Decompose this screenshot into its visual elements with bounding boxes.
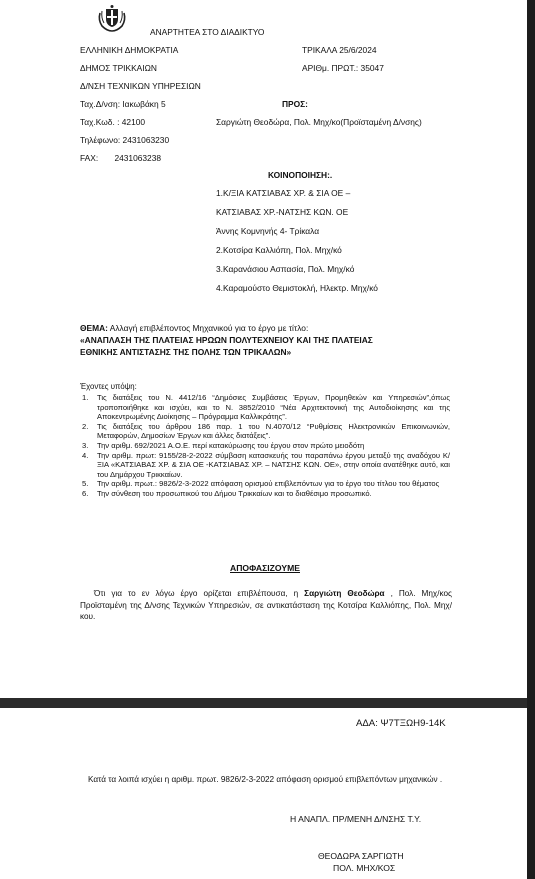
list-item-number: 1. [82, 393, 89, 402]
issuer-line-1: ΕΛΛΗΝΙΚΗ ΔΗΜΟΚΡΑΤΙΑ [80, 45, 179, 55]
decision-text-start: Ότι για το εν λόγω έργο ορίζεται επιβλέπουσα, η [94, 589, 305, 598]
decision-text-end: , Πολ. Μηχ/κος Προϊσταμένη της Δ/νσης Τεχνικών Υπηρεσιών, σε αντικατάσταση της Κοτσίρα Καλλιόπης, Πολ. Μηχ/κου. [80, 589, 452, 621]
list-item-text: Την αριθμ. πρωτ: 9155/28-2-2022 σύμβαση κατασκευής του παραπάνω έργου μεταξύ της αναδόχου Κ/ΞΙΑ «ΚΑΤΣΙΑΒΑΣ ΧΡ. & ΣΙΑ ΟΕ -ΚΑΤΣΙΑΒΑΣ ΧΡ. – ΝΑΤΣΗΣ ΚΩΝ. ΟΕ», στην οποία ανατέθηκε αυτό, και του Δημάρχου Τρικκαίων. [97, 450, 450, 479]
subject-text: Αλλαγή επιβλέποντος Μηχανικού για το έργο με τίτλο: [107, 323, 309, 333]
list-item [80, 479, 450, 489]
list-item [80, 451, 450, 480]
issuer-line-2: ΔΗΜΟΣ ΤΡΙΚΚΑΙΩΝ [80, 63, 157, 73]
project-title-line-1: «ΑΝΑΠΛΑΣΗ ΤΗΣ ΠΛΑΤΕΙΑΣ ΗΡΩΩΝ ΠΟΛΥΤΕΧΝΕΙΟΥ ΚΑΙ ΤΗΣ ΠΛΑΤΕΙΑΣ [80, 335, 373, 345]
viewer-edge [527, 0, 535, 879]
signature-name: ΘΕΟΔΩΡΑ ΣΑΡΓΙΩΤΗ [318, 851, 404, 861]
decision-heading: ΑΠΟΦΑΣΙΖΟΥΜΕ [230, 563, 300, 573]
signature-role: ΠΟΛ. ΜΗΧ/ΚΟΣ [333, 863, 396, 873]
contact-address: Ταχ.Δ/νση: Ιακωβάκη 5 [80, 99, 166, 109]
considering-list [80, 393, 450, 499]
page2-text: Κατά τα λοιπά ισχύει η αριθμ. πρωτ. 9826/2-3-2022 απόφαση ορισμού επιβλεπόντων μηχανικών . [88, 775, 443, 784]
copies-line-6: 4.Καραμούστο Θεμιστοκλή, Ηλεκτρ. Μηχ/κό [216, 283, 378, 293]
protocol-number: ΑΡΙΘμ. ΠΡΩΤ.: 35047 [302, 63, 384, 73]
recipient-label: ΠΡΟΣ: [282, 99, 308, 109]
issuer-line-3: Δ/ΝΣΗ ΤΕΧΝΙΚΩΝ ΥΠΗΡΕΣΙΩΝ [80, 81, 201, 91]
copies-line-1: 1.Κ/ΞΙΑ ΚΑΤΣΙΑΒΑΣ ΧΡ. & ΣΙΑ ΟΕ – [216, 188, 351, 198]
list-item-number: 5. [82, 479, 89, 489]
list-item [80, 422, 450, 441]
copies-label: ΚΟΙΝΟΠΟΙΗΣΗ:. [268, 170, 333, 180]
copies-line-3: Άννης Κομνηνής 4- Τρίκαλα [216, 226, 320, 236]
place-date: ΤΡΙΚΑΛΑ 25/6/2024 [302, 45, 377, 55]
list-item [80, 393, 450, 422]
list-item-number: 2. [82, 421, 89, 431]
list-item-text: Την αριθμ. 692/2021 Α.Ο.Ε. περί κατακύρωσης του έργου στον πρώτο μειοδότη [97, 440, 365, 450]
copies-line-5: 3.Καρανάσιου Ασπασία, Πολ. Μηχ/κό [216, 264, 355, 274]
list-item-text: Την σύνθεση του προσωπικού του Δήμου Τρικκαίων και το διαθέσιμο προσωπικό. [97, 488, 372, 498]
greek-coat-of-arms-icon [97, 4, 127, 32]
list-item [80, 441, 450, 451]
recipient-name: Σαργιώτη Θεοδώρα, Πολ. Μηχ/κο(Προϊσταμένη Δ/νσης) [216, 117, 422, 127]
contact-fax: FAX: 2431063238 [80, 153, 162, 163]
posted-online-notice: ΑΝΑΡΤΗΤΕΑ ΣΤΟ ΔΙΑΔΙΚΤΥΟ [150, 27, 265, 37]
contact-phone: Τηλέφωνο: 2431063230 [80, 135, 170, 145]
copies-line-2: ΚΑΤΣΙΑΒΑΣ ΧΡ.-ΝΑΤΣΗΣ ΚΩΝ. ΟΕ [216, 207, 349, 217]
list-item-number: 6. [82, 488, 89, 498]
contact-postal-code: Ταχ.Κωδ. : 42100 [80, 117, 146, 127]
decision-text [80, 588, 452, 623]
document-page-2 [0, 708, 527, 879]
subject-line [80, 323, 308, 333]
list-item-text: Τις διατάξεις του Ν. 4412/16 “Δημόσιες Συμβάσεις Έργων, Προμηθειών και Υπηρεσιών”,όπως τροποποιήθηκε και ισχύει, και το Ν. 3852/2010 “Νέα Αρχιτεκτονική της Αυτοδιοίκησης και της Αποκεντρωμένης Διοίκησης – Πρόγραμμα Καλλικράτης”. [97, 393, 450, 422]
list-item [80, 489, 450, 499]
subject-label: ΘΕΜΑ: [80, 323, 108, 333]
ada-code: ΑΔΑ: Ψ7ΤΞΩΗ9-14Κ [356, 718, 446, 729]
list-item-number: 4. [82, 450, 89, 460]
supervisor-name: Σαργιώτη Θεοδώρα [304, 589, 385, 598]
signature-title: Η ΑΝΑΠΛ. ΠΡ/ΜΕΝΗ Δ/ΝΣΗΣ Τ.Υ. [290, 814, 422, 824]
project-title-line-2: ΕΘΝΙΚΗΣ ΑΝΤΙΣΤΑΣΗΣ ΤΗΣ ΠΟΛΗΣ ΤΩΝ ΤΡΙΚΑΛΩΝ» [80, 347, 292, 357]
list-item-text: Τις διατάξεις του άρθρου 186 παρ. 1 του Ν.4070/12 “Ρυθμίσεις Ηλεκτρονικών Επικοινωνιών, Μεταφορών, Δημοσίων Έργων και άλλες διατάξεις”. [97, 421, 450, 441]
list-item-text: Την αριθμ. πρωτ.: 9826/2-3-2022 απόφαση ορισμού επιβλεπόντων για το έργο του τίτλου του θέματος [97, 479, 440, 489]
copies-line-4: 2.Κοτσίρα Καλλιόπη, Πολ. Μηχ/κό [216, 245, 342, 255]
considering-label: Έχοντες υπόψη: [80, 382, 137, 391]
list-item-number: 3. [82, 440, 89, 450]
